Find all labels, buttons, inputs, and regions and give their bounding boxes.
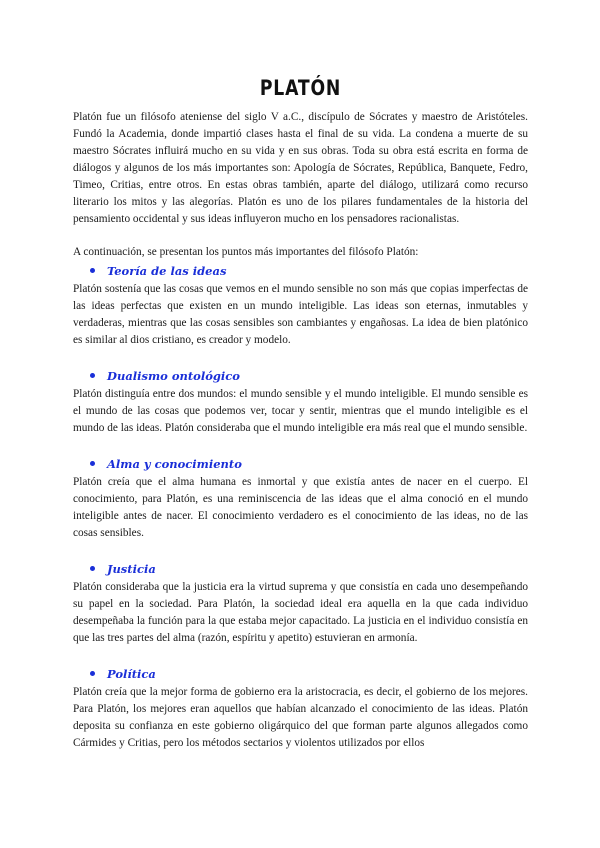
section-title: Justicia — [107, 561, 156, 576]
section-title: Política — [107, 666, 156, 681]
bullet-icon — [90, 373, 95, 378]
section-body: Platón distinguía entre dos mundos: el mundo sensible y el mundo inteligible. El mundo sensible es el mundo de las cosas que podemos ver, tocar y sentir, mientras que el mundo inteligible es el mundo de las ideas. Platón consideraba que el mundo inteligible era más real que el mundo sensible. — [73, 388, 528, 434]
section-body: Platón sostenía que las cosas que vemos en el mundo sensible no son más que copias imperfectas de las ideas perfectas que existen en un mundo inteligible. Las ideas son eternas, inmutables y verdaderas, mientras que las cosas sensibles son cambiantes y engañosas. La idea de bien platónico es similar al dios cristiano, es creador y modelo. — [73, 283, 528, 346]
section-alma-conocimiento — [73, 455, 528, 542]
section-heading — [90, 455, 528, 472]
intro-paragraph: Platón fue un filósofo ateniense del siglo V a.C., discípulo de Sócrates y maestro de Aristóteles. Fundó la Academia, donde impartió clases hasta el final de su vida. La condena a muerte de su maestro Sócrates influirá mucho en su vida y en sus obras. Toda su obra está escrita en forma de diálogos y algunos de los más importantes son: Apología de Sócrates, República, Banquete, Fedro, Timeo, Critias, entre otros. En estas obras también, aparte del diálogo, utilizará como recurso literario los mitos y las alegorías. Platón es uno de los pilares fundamentales de la historia del pensamiento occidental y sus ideas influyeron mucho en los pensadores racionalistas. — [73, 111, 528, 225]
section-heading — [90, 665, 528, 682]
bullet-icon — [90, 461, 95, 466]
section-title: Dualismo ontológico — [107, 368, 240, 383]
bullet-icon — [90, 268, 95, 273]
section-justicia — [73, 560, 528, 647]
section-teoria-ideas — [73, 262, 528, 349]
section-body: Platón creía que el alma humana es inmortal y que existía antes de nacer en el cuerpo. El conocimiento, para Platón, es una reminiscencia de las ideas que el alma conoció en el mundo inteligible antes de nacer. El conocimiento verdadero es el conocimiento de las ideas, no de las cosas sensibles. — [73, 476, 528, 539]
bullet-icon — [90, 566, 95, 571]
section-title: Alma y conocimiento — [107, 456, 242, 471]
section-dualismo — [73, 367, 528, 437]
section-body: Platón creía que la mejor forma de gobierno era la aristocracia, es decir, el gobierno de los mejores. Para Platón, los mejores eran aquellos que habían alcanzado el conocimiento de las ideas. Platón deposita su confianza en este gobierno oligárquico del que forman parte algunos allegados como Cármides y Critias, pero los métodos sectarios y violentos utilizados por ellos — [73, 686, 528, 749]
section-heading — [90, 560, 528, 577]
bullet-icon — [90, 671, 95, 676]
section-heading — [90, 367, 528, 384]
section-politica — [73, 665, 528, 752]
section-title: Teoría de las ideas — [107, 263, 227, 278]
section-body: Platón consideraba que la justicia era la virtud suprema y que consistía en cada uno desempeñando su papel en la sociedad. Para Platón, la sociedad ideal era aquella en la que cada individuo desempeñaba la función para la que estaba mejor capacitado. La justicia en el individuo consistía en que las tres partes del alma (razón, espíritu y apetito) estuvieran en armonía. — [73, 581, 528, 644]
lead-paragraph: A continuación, se presentan los puntos más importantes del filósofo Platón: — [73, 246, 419, 258]
section-heading — [90, 262, 528, 279]
page-title: PLATÓN — [259, 76, 342, 100]
